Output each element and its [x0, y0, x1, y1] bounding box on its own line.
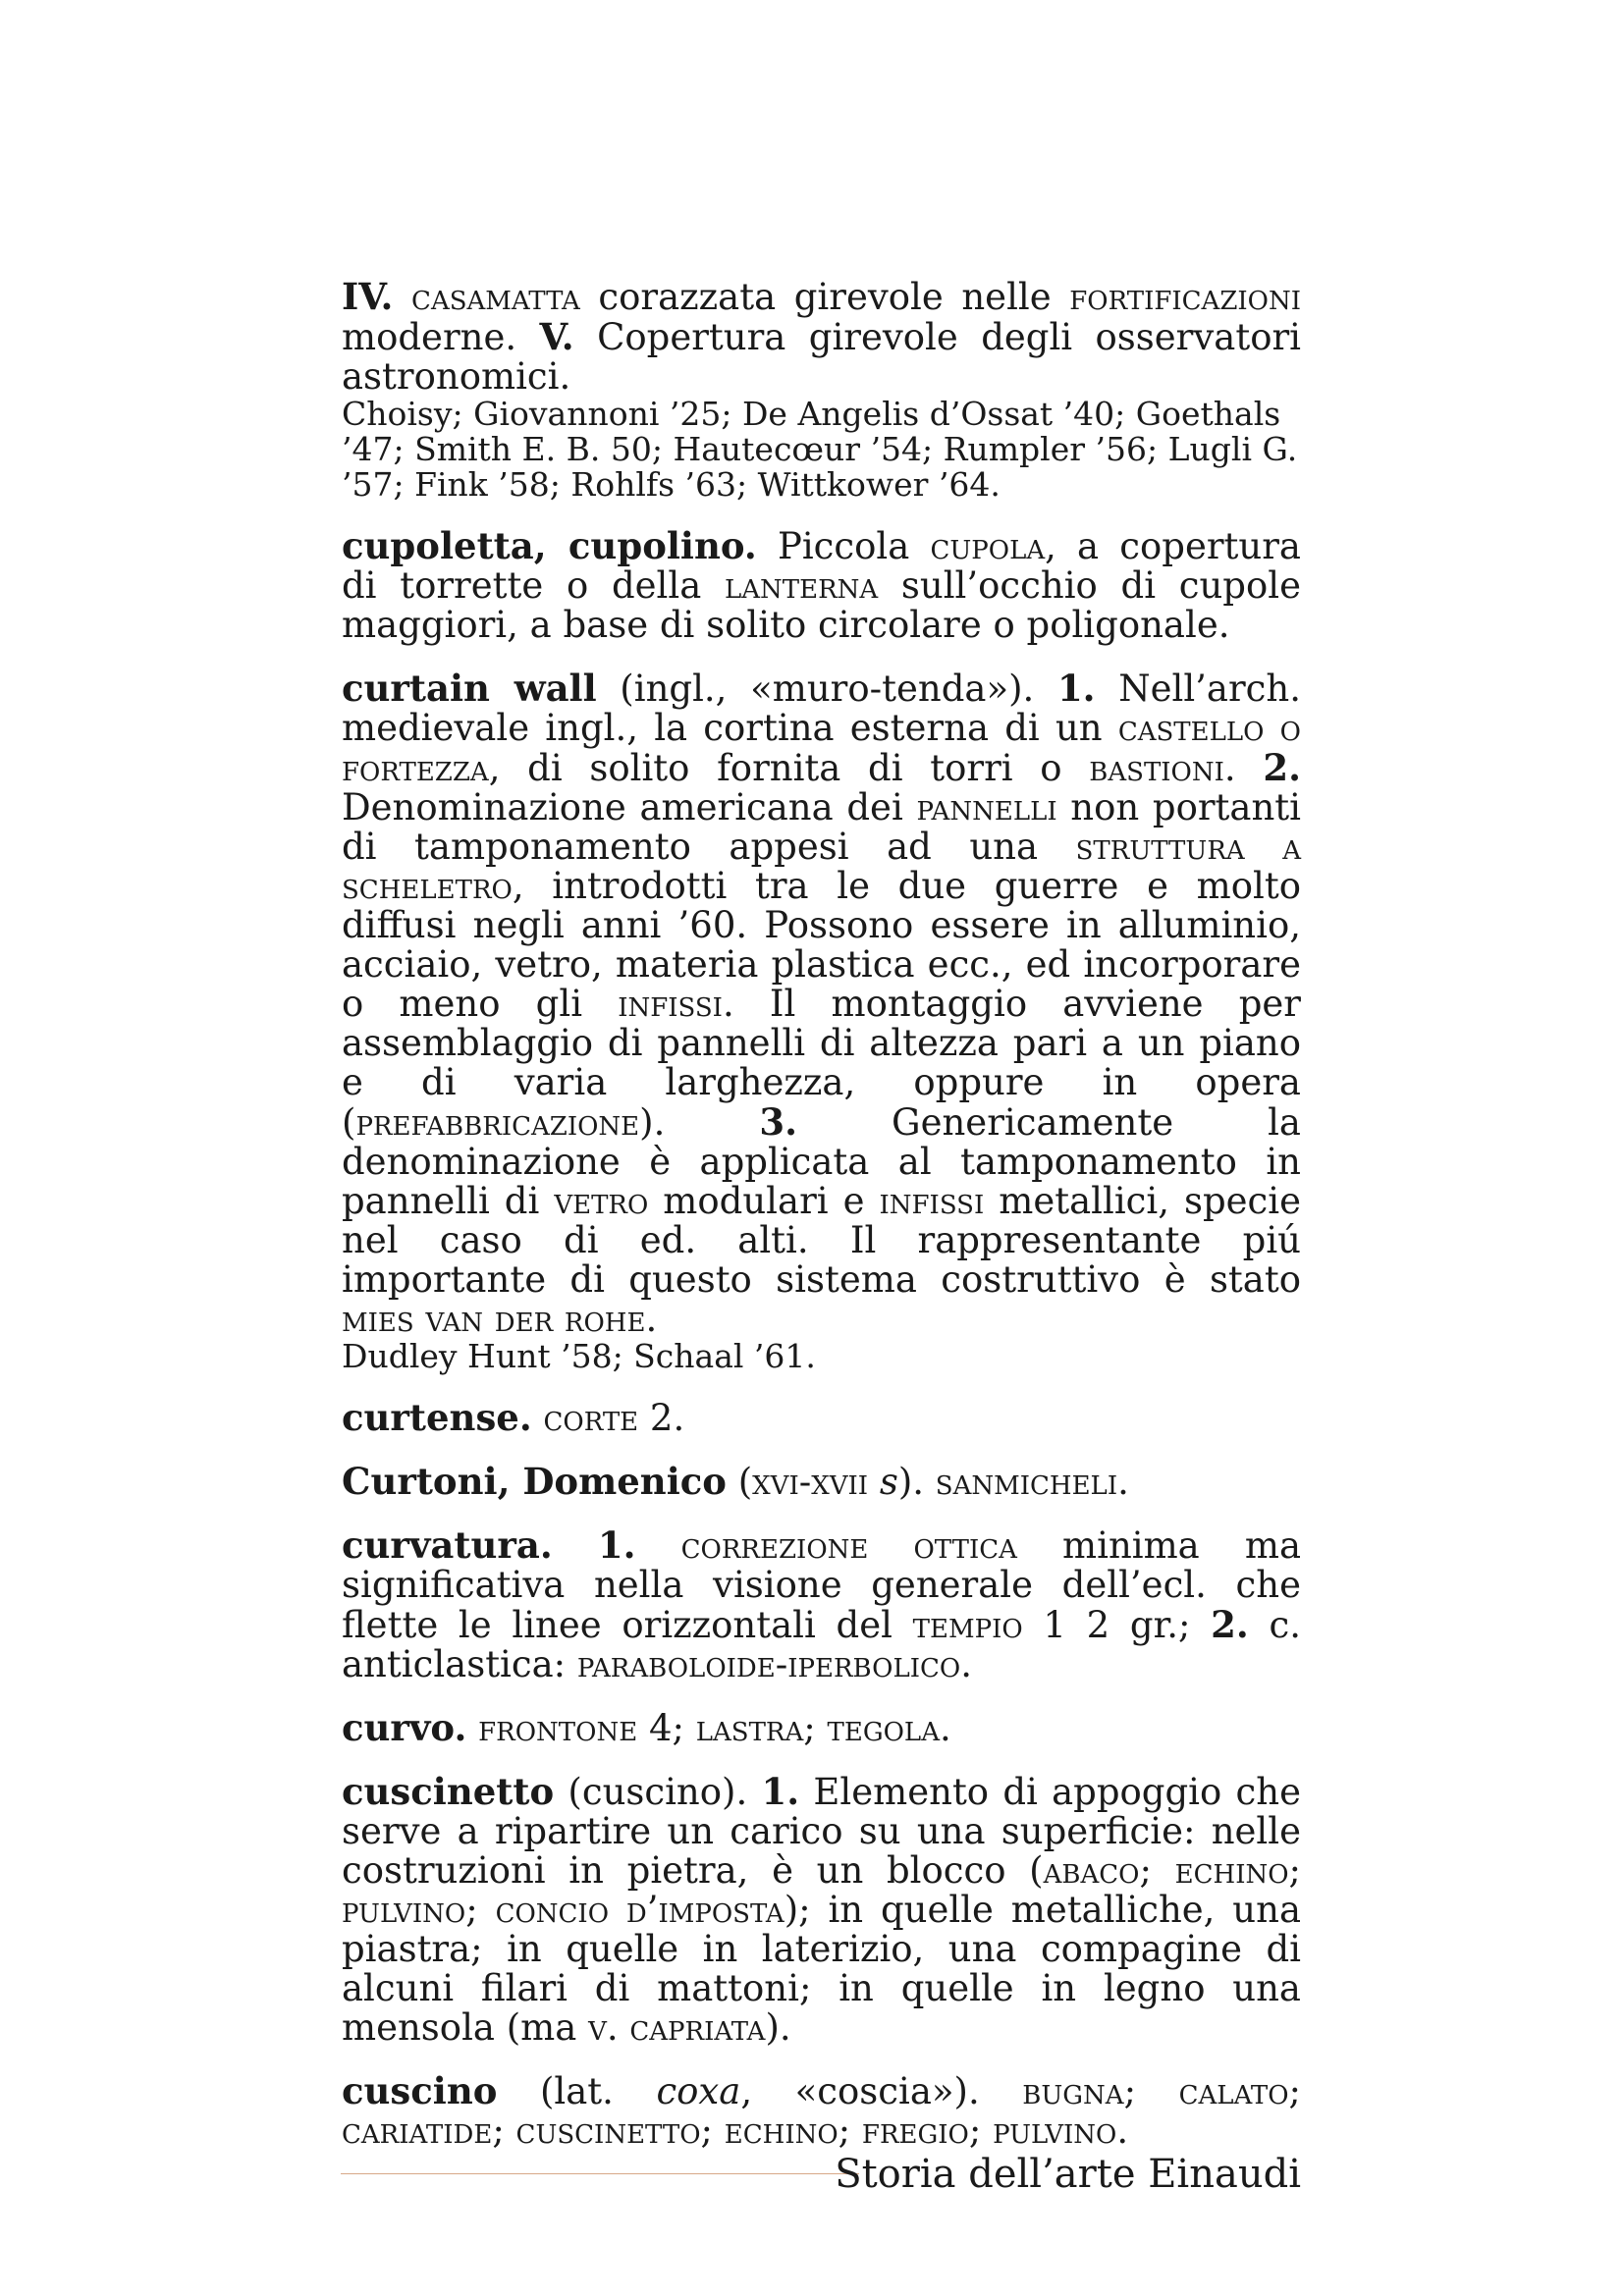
cross-reference: echino [724, 2109, 839, 2152]
text-run: ; [700, 2109, 725, 2152]
entry-text [342, 668, 1301, 1339]
entry-cupola-cont [342, 277, 1301, 503]
cross-reference: mies van der rohe [342, 1298, 646, 1340]
text-run: ; [492, 2109, 516, 2152]
text-run: ; [838, 2109, 862, 2152]
entry-cuscinetto [342, 1772, 1301, 2048]
bibliography: Choisy; Giovannoni ’25; De Angelis d’Ossat ’40; Goethals ’47; Smith E. B. 50; Hautecœur ’54; Rumpler ’56; Lugli G. ’57; Fink ’58; Rohlfs ’63; Wittkower ’64. [342, 395, 1298, 504]
text-run: . [939, 1707, 951, 1749]
headword: cupoletta, cupolino. [342, 524, 757, 567]
text-run: sull’occhio di cupole maggiori, a base di solito circolare o poligonale. [342, 564, 1301, 646]
cross-reference: pulvino [342, 1889, 466, 1931]
bibliography: Dudley Hunt ’58; Schaal ’61. [342, 1337, 816, 1375]
text-run: metallici, specie nel caso di ed. alti. Il rappresentante piú importante di questo sistema costruttivo è stato [342, 1180, 1302, 1301]
cross-reference: pannelli [916, 786, 1057, 828]
cross-reference: calato [1178, 2070, 1289, 2112]
text-run: minima ma significativa nella visione generale dell’ecl. che flette le linee orizzontali del [342, 1524, 1302, 1646]
sense-number: 3. [759, 1100, 798, 1144]
text-run: ; [1139, 1849, 1175, 1892]
cross-reference: echino [1174, 1849, 1289, 1892]
text-run [466, 1707, 478, 1749]
text-run: c. anticlastica: [342, 1604, 1301, 1685]
cross-reference: correzione ottica [680, 1524, 1017, 1567]
text-run: ; [1123, 2070, 1179, 2112]
text-run: ; [803, 1707, 828, 1749]
cross-reference: infissi [879, 1180, 985, 1222]
cross-reference: frontone 4 [478, 1707, 673, 1749]
text-run: . [645, 1298, 658, 1340]
text-run: Genericamente la denominazione è applicata al tamponamento in pannelli di [342, 1101, 1301, 1222]
headword: curvo. [342, 1706, 467, 1749]
italic-text: s [879, 1461, 898, 1503]
entry-curvatura [342, 1525, 1301, 1684]
sense-number: 2. [1211, 1603, 1249, 1646]
page-footer [341, 2150, 1301, 2199]
headword: curtense. [342, 1396, 532, 1439]
text-run [553, 1524, 598, 1567]
text-run [532, 1397, 544, 1439]
headword: cuscinetto [342, 1770, 555, 1813]
cross-reference: vetro [554, 1180, 649, 1222]
headword: curtain wall [342, 667, 597, 710]
headword: Curtoni, Domenico [342, 1460, 727, 1503]
text-run: Copertura girevole degli osservatori astronomici. [342, 316, 1301, 398]
cross-reference: corte 2 [543, 1397, 674, 1439]
text-run: ). [639, 1101, 760, 1144]
cross-reference: cuscinetto [515, 2109, 701, 2152]
entry-text [342, 2071, 1301, 2151]
text-run: . Il montaggio avviene per assemblaggio di pannelli di altezza pari a un piano e di varia larghezza, oppure in opera ( [342, 983, 1301, 1144]
text-run: . [1116, 2109, 1129, 2152]
entry-cupoletta [342, 526, 1301, 645]
text-run [393, 276, 411, 318]
entry-cuscino [342, 2071, 1301, 2151]
text-run: Nell’arch. medievale ingl., la cortina esterna di un [342, 667, 1301, 749]
cross-reference: v. capriata [588, 2006, 766, 2049]
text-run: gr.; [1109, 1604, 1212, 1646]
cross-reference: fregio [861, 2109, 969, 2152]
text-run: ). [765, 2006, 791, 2049]
cross-reference: casamatta [411, 276, 580, 318]
sense-number: 1. [597, 1523, 636, 1567]
text-run: . [1223, 747, 1264, 789]
cross-reference: xvi-xvii [752, 1461, 869, 1503]
text-run: ; [968, 2109, 994, 2152]
entry-text [342, 1462, 1301, 1502]
text-run [636, 1524, 681, 1567]
entry-curvo [342, 1708, 1301, 1748]
entry-text [342, 1398, 1301, 1438]
text-run: ( [726, 1461, 753, 1503]
text-run: , introdotti tra le due guerre e molto diffusi negli anni ’60. Possono essere in alluminio, acciaio, vetro, materia plastica ecc., ed incorporare o meno gli [342, 865, 1301, 1025]
text-run: (ingl., «muro-tenda»). [596, 667, 1057, 710]
sense-number: V. [539, 315, 574, 358]
text-run: modulari e [648, 1180, 880, 1222]
text-run: corazzata girevole nelle [579, 276, 1070, 318]
cross-reference: struttura a scheletro [342, 826, 1301, 907]
entry-curtoni [342, 1462, 1301, 1502]
cross-reference: lanterna [724, 564, 879, 607]
cross-reference: cupola [930, 525, 1046, 567]
entry-curtain-wall [342, 668, 1301, 1374]
text-run: non portanti di tamponamento appesi ad una [342, 786, 1301, 868]
text-run: (cuscino). [554, 1771, 762, 1813]
cross-reference: tegola [827, 1707, 940, 1749]
entry-text [342, 1708, 1301, 1748]
headword: curvatura. [342, 1523, 553, 1567]
cross-reference: bugna [1022, 2070, 1124, 2112]
cross-reference: sanmicheli [935, 1461, 1118, 1503]
entry-text [342, 277, 1301, 397]
footer-rule [341, 2173, 859, 2174]
text-run: . [960, 1643, 972, 1685]
text-run: . [1117, 1461, 1129, 1503]
cross-reference: tempio 1 2 [912, 1604, 1110, 1646]
entry-text [342, 1525, 1301, 1684]
text-run: ; [1288, 2070, 1301, 2112]
entry-curtense [342, 1398, 1301, 1438]
text-run: Denominazione americana dei [342, 786, 917, 828]
text-run: ; [672, 1707, 696, 1749]
cross-reference: infissi [618, 983, 723, 1025]
cross-reference: castello o fortezza [342, 707, 1301, 789]
cross-reference: bastioni [1089, 747, 1224, 789]
text-run: Piccola [756, 525, 931, 567]
entry-text [342, 526, 1301, 645]
text-run: (lat. [497, 2070, 657, 2112]
sense-number: 1. [761, 1770, 800, 1813]
text-run: moderne. [342, 316, 540, 358]
sense-number: 2. [1263, 746, 1301, 789]
entry-list [342, 277, 1301, 2151]
cross-reference: pulvino [993, 2109, 1117, 2152]
text-run: , di solito fornita di torri o [488, 747, 1090, 789]
text-run: Elemento di appoggio che serve a ripartire un carico su una superficie: nelle costruzioni in pietra, è un blocco ( [342, 1771, 1301, 1892]
text-run: , a copertura di torrette o della [342, 525, 1301, 607]
sense-number: 1. [1056, 667, 1096, 710]
cross-reference: cariatide [342, 2109, 493, 2152]
sense-number: IV. [342, 275, 394, 318]
text-run: . [673, 1397, 685, 1439]
cross-reference: prefabbricazione [355, 1101, 640, 1144]
cross-reference: lastra [695, 1707, 804, 1749]
cross-reference: fortificazioni [1069, 276, 1301, 318]
text-run: ). [897, 1461, 936, 1503]
dictionary-page [342, 277, 1301, 2174]
text-run: , «coscia»). [740, 2070, 1023, 2112]
cross-reference: abaco [1043, 1849, 1140, 1892]
text-run: ; [1288, 1849, 1301, 1892]
footer-title: Storia dell’arte Einaudi [835, 2152, 1301, 2197]
text-run: ); in quelle metalliche, una piastra; in quelle in laterizio, una compagine di alcuni filari di mattoni; in quelle in legno una mensola (ma [342, 1889, 1301, 2049]
text-run: ; [465, 1889, 496, 1931]
cross-reference: paraboloide-iperbolico [576, 1643, 961, 1685]
italic-text: coxa [656, 2070, 741, 2112]
headword: cuscino [342, 2069, 498, 2112]
cross-reference: concio d’imposta [495, 1889, 784, 1931]
entry-text [342, 1772, 1301, 2048]
text-run [868, 1461, 880, 1503]
